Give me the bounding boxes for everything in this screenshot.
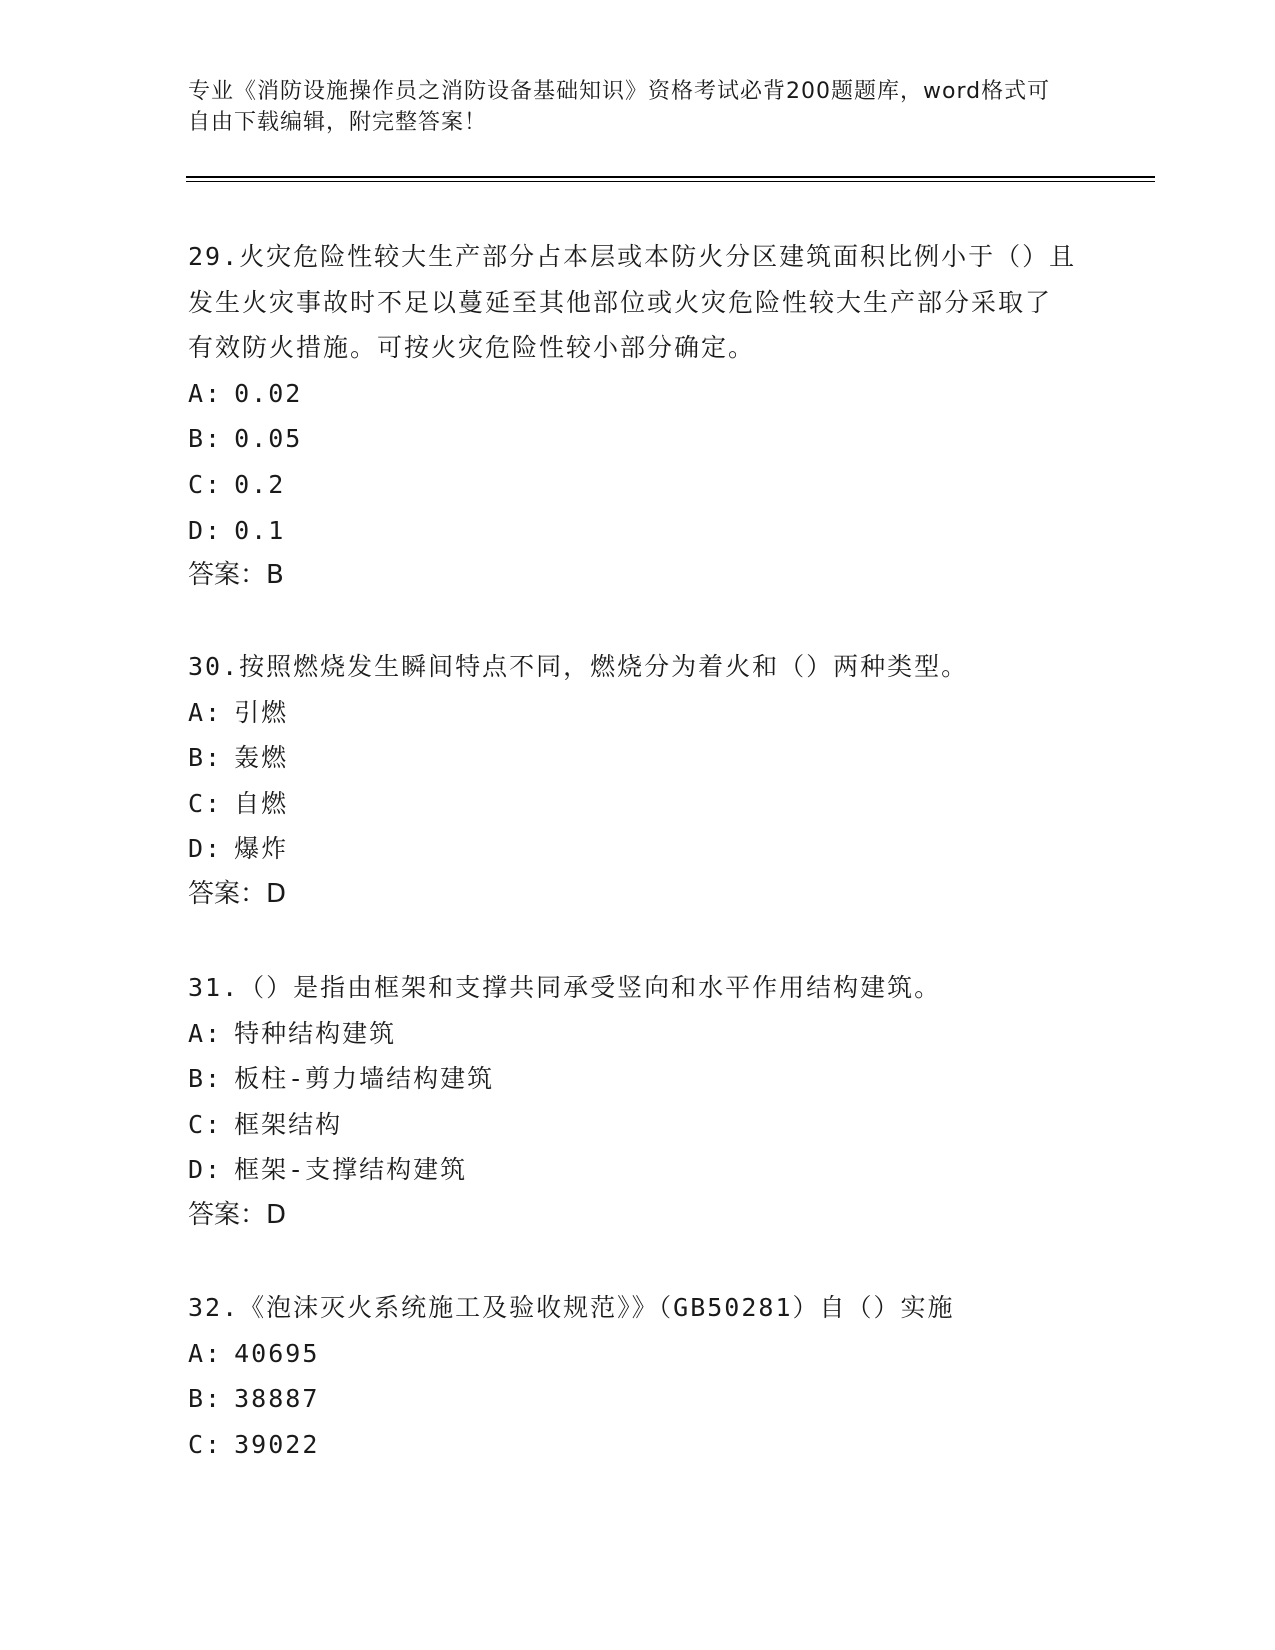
option-letter: A: (188, 1338, 223, 1368)
option-letter: C: (188, 788, 223, 818)
option-text: 轰燃 (234, 743, 289, 773)
option-letter: C: (188, 1429, 223, 1459)
option-a (188, 371, 1078, 417)
question-stem: 31.（）是指由框架和支撑共同承受竖向和水平作用结构建筑。 (188, 973, 942, 1002)
option-text: 爆炸 (234, 834, 289, 864)
header-divider-top (186, 176, 1155, 178)
option-text: 板柱-剪力墙结构建筑 (234, 1064, 495, 1094)
option-d (188, 508, 1078, 554)
option-text: 40695 (234, 1338, 320, 1368)
option-a (188, 1331, 1078, 1377)
option-b (188, 1376, 1078, 1422)
option-letter: B: (188, 424, 223, 454)
option-letter: B: (188, 743, 223, 773)
question-29 (188, 234, 1078, 599)
option-letter: A: (188, 1018, 223, 1048)
question-31 (188, 965, 1078, 1239)
option-c (188, 1102, 1078, 1148)
option-text: 0.2 (234, 469, 286, 499)
option-text: 38887 (234, 1384, 320, 1414)
answer-line: 答案：B (188, 560, 284, 591)
option-letter: D: (188, 834, 223, 864)
option-d (188, 826, 1078, 872)
option-text: 0.1 (234, 515, 286, 545)
option-a (188, 690, 1078, 736)
question-30 (188, 644, 1078, 918)
option-letter: D: (188, 1155, 223, 1185)
option-c (188, 781, 1078, 827)
option-text: 0.02 (234, 378, 303, 408)
question-32 (188, 1285, 1078, 1467)
option-text: 39022 (234, 1429, 320, 1459)
option-d (188, 1147, 1078, 1193)
option-text: 框架-支撑结构建筑 (234, 1155, 468, 1185)
header-intro-text: 专业《消防设施操作员之消防设备基础知识》资格考试必背200题题库，word格式可自由下载编辑，附完整答案！ (188, 79, 1051, 135)
header-divider-bottom (186, 181, 1155, 182)
option-letter: C: (188, 469, 223, 499)
option-letter: C: (188, 1109, 223, 1139)
option-text: 自燃 (234, 788, 289, 818)
option-letter: B: (188, 1384, 223, 1414)
option-b (188, 416, 1078, 462)
option-b (188, 735, 1078, 781)
answer-line: 答案：D (188, 878, 287, 909)
option-text: 0.05 (234, 424, 303, 454)
option-text: 引燃 (234, 697, 289, 727)
question-stem: 32.《泡沫灭火系统施工及验收规范》》（GB50281）自（）实施 (188, 1293, 955, 1322)
option-letter: A: (188, 697, 223, 727)
option-text: 框架结构 (234, 1109, 343, 1139)
option-letter: B: (188, 1064, 223, 1094)
option-a (188, 1011, 1078, 1057)
option-c (188, 462, 1078, 508)
option-c (188, 1422, 1078, 1468)
option-b (188, 1056, 1078, 1102)
option-letter: A: (188, 378, 223, 408)
question-stem: 30.按照燃烧发生瞬间特点不同，燃烧分为着火和（）两种类型。 (188, 652, 969, 681)
question-stem: 29.火灾危险性较大生产部分占本层或本防火分区建筑面积比例小于（）且发生火灾事故时不足以蔓延至其他部位或火灾危险性较大生产部分采取了有效防火措施。可按火灾危险性较小部分确定。 (188, 242, 1077, 363)
option-text: 特种结构建筑 (234, 1018, 397, 1048)
answer-line: 答案：D (188, 1199, 287, 1230)
option-letter: D: (188, 515, 223, 545)
document-header (188, 76, 1068, 138)
